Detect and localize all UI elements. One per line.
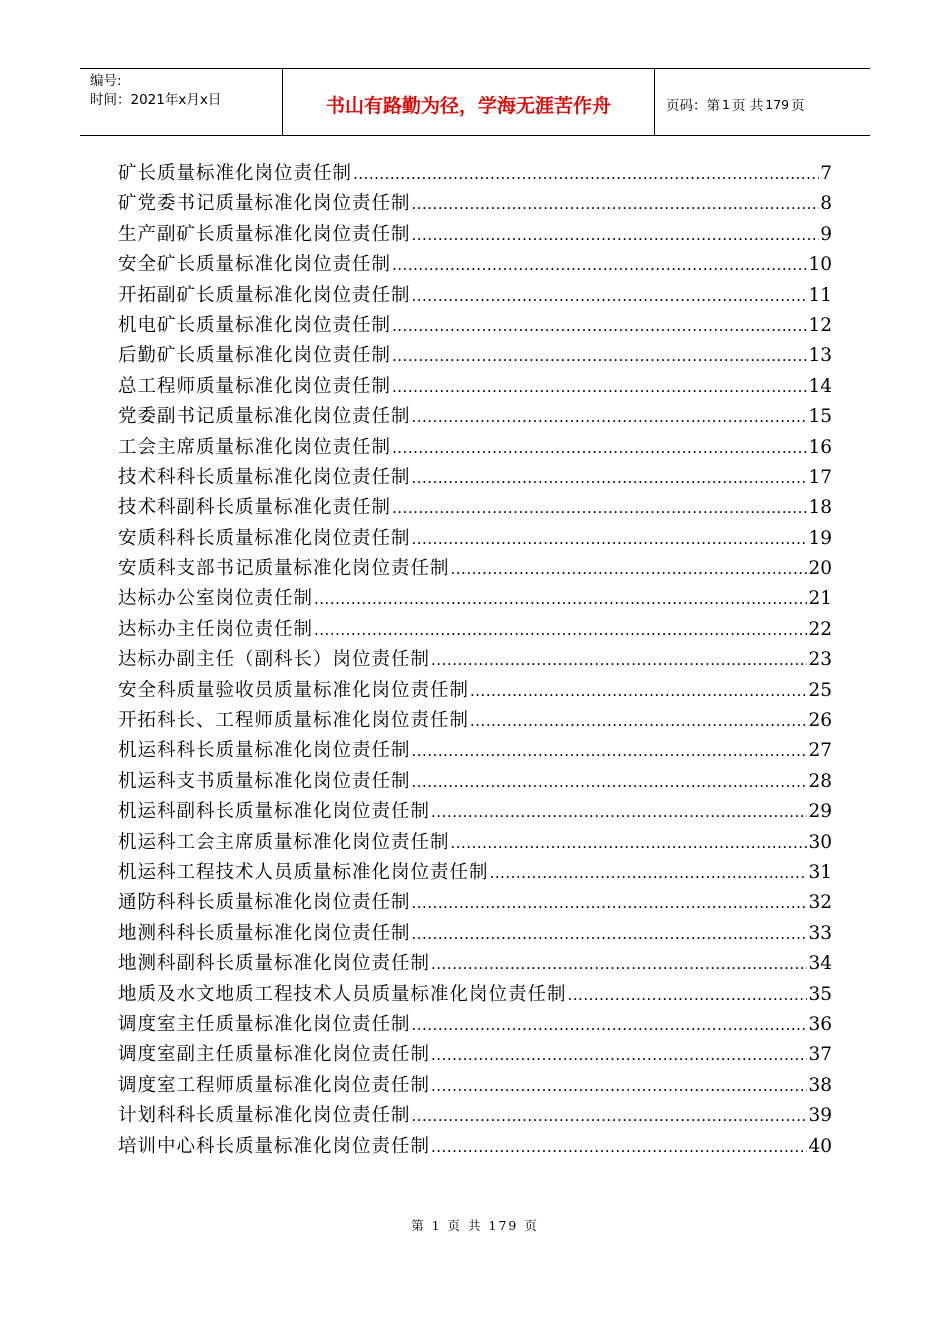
toc-entry-title: 调度室工程师质量标准化岗位责任制 bbox=[118, 1074, 431, 1096]
toc-leader-dots bbox=[412, 287, 808, 305]
header-info bbox=[80, 69, 283, 135]
toc-leader-dots bbox=[568, 986, 808, 1004]
toc-leader-dots bbox=[392, 347, 807, 365]
toc-entry-title: 总工程师质量标准化岗位责任制 bbox=[118, 375, 392, 397]
toc-entry-page: 35 bbox=[808, 983, 832, 1005]
toc-entry-page: 8 bbox=[820, 193, 832, 215]
toc-leader-dots bbox=[412, 469, 808, 487]
toc-leader-dots bbox=[392, 256, 807, 274]
toc-entry-title: 机运科工程技术人员质量标准化岗位责任制 bbox=[118, 861, 489, 883]
toc-entry-title: 生产副矿长质量标准化岗位责任制 bbox=[118, 223, 411, 245]
toc-entry-page: 18 bbox=[808, 497, 832, 519]
toc-leader-dots bbox=[412, 925, 808, 943]
toc-entry-page: 22 bbox=[808, 618, 832, 640]
toc-entry-page: 27 bbox=[808, 740, 832, 762]
toc-entry-page: 12 bbox=[808, 314, 832, 336]
toc-entry[interactable] bbox=[118, 584, 832, 614]
header-page-info bbox=[655, 69, 870, 135]
page-mid: 页 共 bbox=[731, 98, 764, 114]
toc-leader-dots bbox=[412, 773, 808, 791]
toc-entry-page: 16 bbox=[808, 436, 832, 458]
toc-leader-dots bbox=[451, 560, 808, 578]
toc-entry-page: 17 bbox=[808, 466, 832, 488]
toc-entry[interactable] bbox=[118, 189, 832, 219]
toc-entry-title: 矿长质量标准化岗位责任制 bbox=[118, 163, 353, 184]
toc-entry[interactable] bbox=[118, 281, 832, 311]
toc-entry-page: 20 bbox=[808, 558, 832, 580]
toc-leader-dots bbox=[392, 499, 807, 517]
toc-entry[interactable] bbox=[118, 676, 832, 706]
toc-entry[interactable] bbox=[118, 736, 832, 766]
toc-entry[interactable] bbox=[118, 797, 832, 827]
toc-leader-dots bbox=[490, 864, 808, 882]
toc-entry-page: 19 bbox=[808, 527, 832, 549]
toc-entry-page: 39 bbox=[808, 1105, 832, 1127]
toc-entry[interactable] bbox=[118, 980, 832, 1010]
toc-entry[interactable] bbox=[118, 1010, 832, 1040]
toc-entry-title: 技术科副科长质量标准化责任制 bbox=[118, 497, 392, 519]
toc-entry[interactable] bbox=[118, 463, 832, 493]
toc-entry-title: 开拓科长、工程师质量标准化岗位责任制 bbox=[118, 710, 470, 732]
toc-entry-title: 党委副书记质量标准化岗位责任制 bbox=[118, 406, 411, 428]
toc-leader-dots bbox=[431, 1138, 807, 1156]
toc-entry-title: 通防科科长质量标准化岗位责任制 bbox=[118, 892, 411, 914]
table-of-contents bbox=[118, 159, 832, 1162]
toc-entry[interactable] bbox=[118, 888, 832, 918]
toc-entry-title: 矿党委书记质量标准化岗位责任制 bbox=[118, 193, 411, 215]
time-label: 时间：2021年x月x日 bbox=[90, 92, 222, 108]
toc-entry[interactable] bbox=[118, 554, 832, 584]
toc-entry[interactable] bbox=[118, 1040, 832, 1070]
toc-entry-page: 21 bbox=[808, 588, 832, 610]
toc-entry[interactable] bbox=[118, 433, 832, 463]
toc-entry-page: 14 bbox=[808, 375, 832, 397]
toc-entry[interactable] bbox=[118, 949, 832, 979]
toc-entry-title: 安全科质量验收员质量标准化岗位责任制 bbox=[118, 679, 470, 701]
toc-entry-title: 安全矿长质量标准化岗位责任制 bbox=[118, 254, 392, 276]
header-motto: 书山有路勤为径，学海无涯苦作舟 bbox=[283, 69, 655, 135]
page-prefix: 页码：第 bbox=[666, 98, 720, 114]
toc-entry[interactable] bbox=[118, 159, 832, 189]
toc-entry[interactable] bbox=[118, 524, 832, 554]
toc-entry-title: 机电矿长质量标准化岗位责任制 bbox=[118, 314, 392, 336]
toc-leader-dots bbox=[392, 439, 807, 457]
toc-leader-dots bbox=[392, 317, 807, 335]
page-current: 1 bbox=[722, 96, 730, 112]
toc-leader-dots bbox=[412, 1107, 808, 1125]
toc-entry-title: 地测科科长质量标准化岗位责任制 bbox=[118, 922, 411, 944]
page-footer: 第 1 页 共 179 页 bbox=[411, 1218, 539, 1233]
toc-entry-page: 36 bbox=[808, 1013, 832, 1035]
toc-leader-dots bbox=[412, 226, 820, 244]
toc-entry-page: 25 bbox=[808, 679, 832, 701]
toc-entry-title: 工会主席质量标准化岗位责任制 bbox=[118, 436, 392, 458]
toc-entry-title: 后勤矿长质量标准化岗位责任制 bbox=[118, 345, 392, 367]
toc-entry[interactable] bbox=[118, 1071, 832, 1101]
toc-entry[interactable] bbox=[118, 706, 832, 736]
toc-entry-title: 开拓副矿长质量标准化岗位责任制 bbox=[118, 284, 411, 306]
toc-entry-page: 7 bbox=[820, 163, 832, 184]
toc-entry-title: 机运科支书质量标准化岗位责任制 bbox=[118, 770, 411, 792]
toc-entry-title: 安质科科长质量标准化岗位责任制 bbox=[118, 527, 411, 549]
toc-leader-dots bbox=[314, 621, 807, 639]
toc-entry-page: 40 bbox=[808, 1135, 832, 1157]
toc-entry[interactable] bbox=[118, 402, 832, 432]
toc-entry[interactable] bbox=[118, 341, 832, 371]
toc-leader-dots bbox=[353, 165, 819, 183]
toc-entry-title: 地质及水文地质工程技术人员质量标准化岗位责任制 bbox=[118, 983, 567, 1005]
toc-entry-page: 13 bbox=[808, 345, 832, 367]
toc-entry-page: 26 bbox=[808, 710, 832, 732]
toc-leader-dots bbox=[431, 651, 807, 669]
toc-entry[interactable] bbox=[118, 311, 832, 341]
toc-entry-title: 技术科科长质量标准化岗位责任制 bbox=[118, 466, 411, 488]
toc-entry[interactable] bbox=[118, 645, 832, 675]
toc-entry-title: 达标办公室岗位责任制 bbox=[118, 588, 314, 610]
toc-entry[interactable] bbox=[118, 615, 832, 645]
toc-entry-page: 30 bbox=[808, 831, 832, 853]
toc-leader-dots bbox=[431, 803, 807, 821]
toc-entry-title: 调度室副主任质量标准化岗位责任制 bbox=[118, 1044, 431, 1066]
toc-entry[interactable] bbox=[118, 1101, 832, 1131]
toc-entry[interactable] bbox=[118, 919, 832, 949]
toc-entry-page: 15 bbox=[808, 406, 832, 428]
toc-entry[interactable] bbox=[118, 858, 832, 888]
toc-entry[interactable] bbox=[118, 250, 832, 280]
toc-leader-dots bbox=[431, 1046, 807, 1064]
toc-entry-title: 达标办副主任（副科长）岗位责任制 bbox=[118, 649, 431, 671]
toc-leader-dots bbox=[412, 530, 808, 548]
toc-leader-dots bbox=[392, 378, 807, 396]
toc-entry[interactable] bbox=[118, 1132, 832, 1162]
toc-entry-page: 11 bbox=[808, 284, 832, 306]
toc-entry-page: 33 bbox=[808, 922, 832, 944]
toc-entry-page: 38 bbox=[808, 1074, 832, 1096]
toc-entry-title: 机运科工会主席质量标准化岗位责任制 bbox=[118, 831, 450, 853]
toc-leader-dots bbox=[412, 742, 808, 760]
toc-entry[interactable] bbox=[118, 493, 832, 523]
toc-entry[interactable] bbox=[118, 767, 832, 797]
toc-entry-page: 23 bbox=[808, 649, 832, 671]
toc-entry-page: 28 bbox=[808, 770, 832, 792]
toc-entry-title: 地测科副科长质量标准化岗位责任制 bbox=[118, 953, 431, 975]
number-label: 编号: bbox=[90, 73, 122, 89]
toc-leader-dots bbox=[431, 1077, 807, 1095]
toc-entry[interactable] bbox=[118, 372, 832, 402]
toc-entry-title: 达标办主任岗位责任制 bbox=[118, 618, 314, 640]
toc-leader-dots bbox=[412, 195, 820, 213]
toc-entry-page: 37 bbox=[808, 1044, 832, 1066]
toc-entry-page: 31 bbox=[808, 861, 832, 883]
toc-entry-title: 培训中心科长质量标准化岗位责任制 bbox=[118, 1135, 431, 1157]
toc-leader-dots bbox=[470, 682, 807, 700]
toc-leader-dots bbox=[412, 408, 808, 426]
toc-leader-dots bbox=[451, 834, 808, 852]
toc-leader-dots bbox=[412, 894, 808, 912]
toc-entry-title: 计划科科长质量标准化岗位责任制 bbox=[118, 1105, 411, 1127]
toc-entry[interactable] bbox=[118, 220, 832, 250]
toc-leader-dots bbox=[314, 590, 807, 608]
toc-entry-page: 32 bbox=[808, 892, 832, 914]
toc-leader-dots bbox=[470, 712, 807, 730]
toc-entry-title: 机运科副科长质量标准化岗位责任制 bbox=[118, 801, 431, 823]
toc-entry-title: 调度室主任质量标准化岗位责任制 bbox=[118, 1013, 411, 1035]
toc-entry-page: 34 bbox=[808, 953, 832, 975]
toc-entry-page: 29 bbox=[808, 801, 832, 823]
page-header bbox=[80, 68, 870, 136]
toc-leader-dots bbox=[431, 955, 807, 973]
toc-entry-title: 安质科支部书记质量标准化岗位责任制 bbox=[118, 558, 450, 580]
toc-entry-page: 9 bbox=[820, 223, 832, 245]
toc-entry-title: 机运科科长质量标准化岗位责任制 bbox=[118, 740, 411, 762]
page-suffix: 页 bbox=[791, 98, 805, 114]
toc-entry-page: 10 bbox=[808, 254, 832, 276]
toc-leader-dots bbox=[412, 1016, 808, 1034]
page-total: 179 bbox=[765, 96, 790, 112]
toc-entry[interactable] bbox=[118, 828, 832, 858]
